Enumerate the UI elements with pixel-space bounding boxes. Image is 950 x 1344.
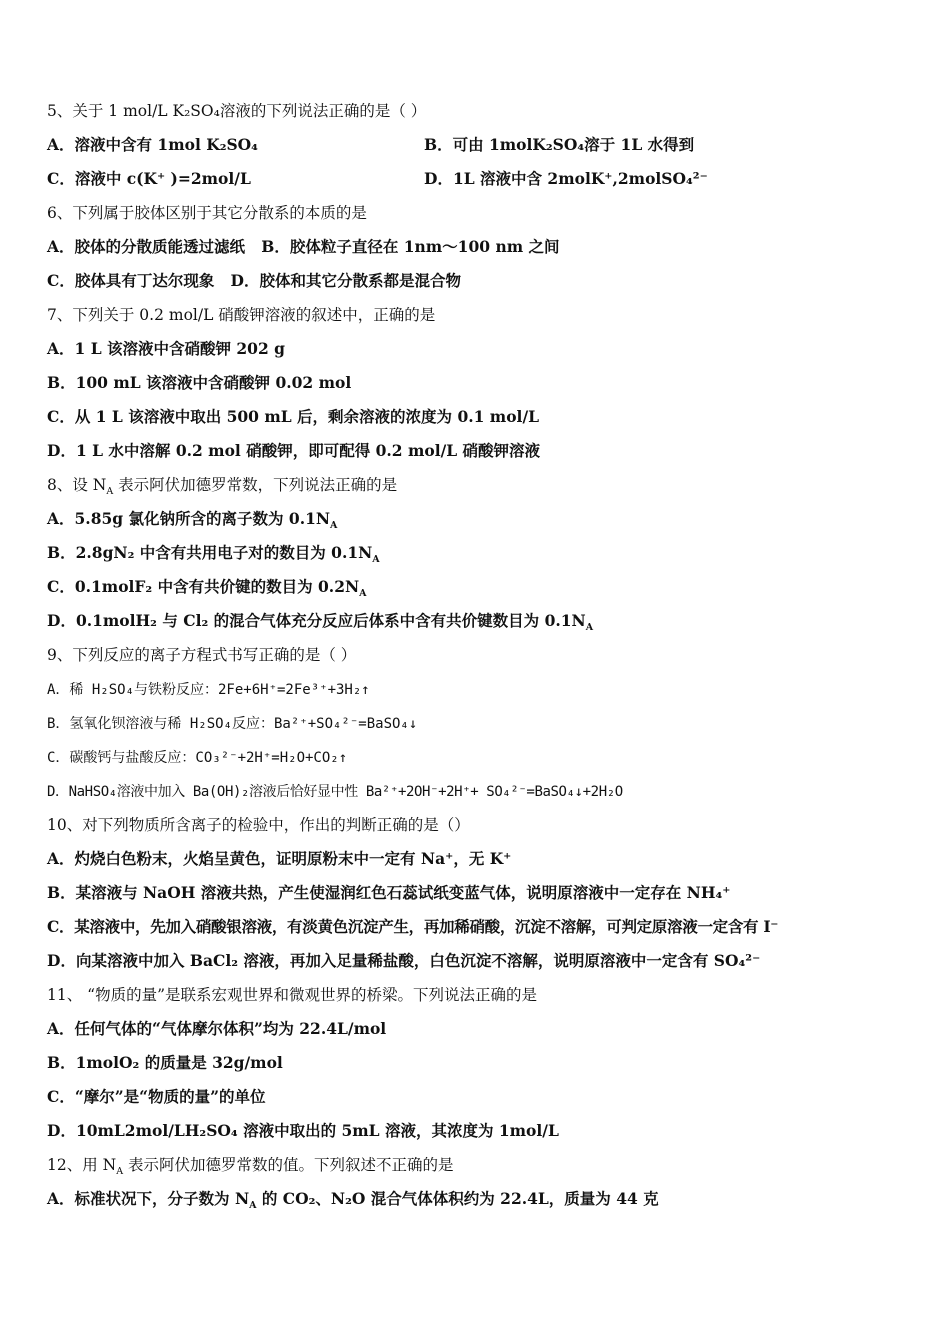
q12-option-a: A．标准状况下，分子数为 $N_A$ 的 CO₂、N₂O 混合气体体积约为 22.4L，质量为 44 克 (47, 1189, 659, 1212)
q5-option-b: B．可由 1molK₂SO₄溶于 1L 水得到 (424, 135, 695, 154)
q11-option-d: D．10mL2mol/LH₂SO₄ 溶液中取出的 5mL 溶液，其浓度为 1mol/L (47, 1121, 559, 1140)
q10-option-c: C．某溶液中，先加入硝酸银溶液，有淡黄色沉淀产生，再加稀硝酸，沉淀不溶解，可判定原溶液一定含有 I⁻ (47, 917, 779, 936)
q8-option-c: C．0.1molF₂ 中含有共价键的数目为 $0.2N_A$ (47, 577, 367, 600)
question-7-stem: 7、下列关于 0.2 mol/L 硝酸钾溶液的叙述中，正确的是 (47, 306, 436, 324)
q7-option-a: A．1 L 该溶液中含硝酸钾 202 g (47, 339, 285, 358)
question-6-options-row-1 (47, 237, 560, 257)
question-6-options-row-2 (47, 271, 461, 291)
question-5-options-row-1 (47, 135, 907, 155)
question-9-stem: 9、下列反应的离子方程式书写正确的是（ ） (47, 646, 357, 664)
q7-option-d: D．1 L 水中溶解 0.2 mol 硝酸钾，即可配得 0.2 mol/L 硝酸钾溶液 (47, 441, 541, 460)
q6-option-c: C．胶体具有丁达尔现象 (47, 271, 215, 290)
q9-option-d: D．NaHSO₄溶液中加入 Ba(OH)₂溶液后恰好显中性 Ba²⁺+2OH⁻+2H⁺+ SO₄²⁻=BaSO₄↓+2H₂O (47, 784, 623, 800)
q8-option-d: D．0.1molH₂ 与 Cl₂ 的混合气体充分反应后体系中含有共价键数目为 $0.1N_A$ (47, 611, 594, 634)
q10-option-a: A．灼烧白色粉末，火焰呈黄色，证明原粉末中一定有 Na⁺，无 K⁺ (47, 849, 512, 868)
q9-option-c: C．碳酸钙与盐酸反应：CO₃²⁻+2H⁺=H₂O+CO₂↑ (47, 750, 348, 766)
q9-option-a: A．稀 H₂SO₄与铁粉反应：2Fe+6H⁺=2Fe³⁺+3H₂↑ (47, 682, 370, 698)
question-8-stem: 8、设 $N_A$ 表示阿伏加德罗常数，下列说法正确的是 (47, 476, 398, 498)
q6-option-a: A．胶体的分散质能透过滤纸 (47, 237, 246, 256)
question-5-options-row-2 (47, 169, 907, 189)
q7-option-b: B．100 mL 该溶液中含硝酸钾 0.02 mol (47, 373, 352, 392)
question-10-stem: 10、对下列物质所含离子的检验中，作出的判断正确的是（） (47, 816, 470, 834)
q11-option-b: B．1molO₂ 的质量是 32g/mol (47, 1053, 283, 1072)
question-11-stem: 11、 “物质的量”是联系宏观世界和微观世界的桥梁。下列说法正确的是 (47, 986, 538, 1004)
q11-option-a: A．任何气体的“气体摩尔体积”均为 22.4L/mol (47, 1019, 387, 1038)
q10-option-d: D．向某溶液中加入 BaCl₂ 溶液，再加入足量稀盐酸，白色沉淀不溶解，说明原溶液中一定含有 SO₄²⁻ (47, 951, 761, 970)
question-5-stem: 5、关于 1 mol/L K₂SO₄溶液的下列说法正确的是（ ） (47, 102, 427, 120)
q6-option-b: B．胶体粒子直径在 1nm～100 nm 之间 (261, 237, 560, 256)
question-12-stem: 12、用 $N_A$ 表示阿伏加德罗常数的值。下列叙述不正确的是 (47, 1156, 454, 1178)
q5-option-d: D．1L 溶液中含 2molK⁺,2molSO₄²⁻ (424, 169, 708, 188)
q8-option-b: B．2.8gN₂ 中含有共用电子对的数目为 $0.1N_A$ (47, 543, 380, 566)
q11-option-c: C．“摩尔”是“物质的量”的单位 (47, 1087, 266, 1106)
q5-option-a: A．溶液中含有 1mol K₂SO₄ (47, 135, 258, 154)
q5-option-c: C．溶液中 c(K⁺ )=2mol/L (47, 169, 251, 188)
q9-option-b: B．氢氧化钡溶液与稀 H₂SO₄反应：Ba²⁺+SO₄²⁻=BaSO₄↓ (47, 716, 418, 732)
q10-option-b: B．某溶液与 NaOH 溶液共热，产生使湿润红色石蕊试纸变蓝气体，说明原溶液中一定存在 NH₄⁺ (47, 883, 731, 902)
q6-option-d: D．胶体和其它分散系都是混合物 (230, 271, 461, 290)
question-6-stem: 6、下列属于胶体区别于其它分散系的本质的是 (47, 204, 367, 222)
q8-option-a: A．5.85g 氯化钠所含的离子数为 $0.1N_A$ (47, 509, 338, 532)
q7-option-c: C．从 1 L 该溶液中取出 500 mL 后，剩余溶液的浓度为 0.1 mol/L (47, 407, 539, 426)
